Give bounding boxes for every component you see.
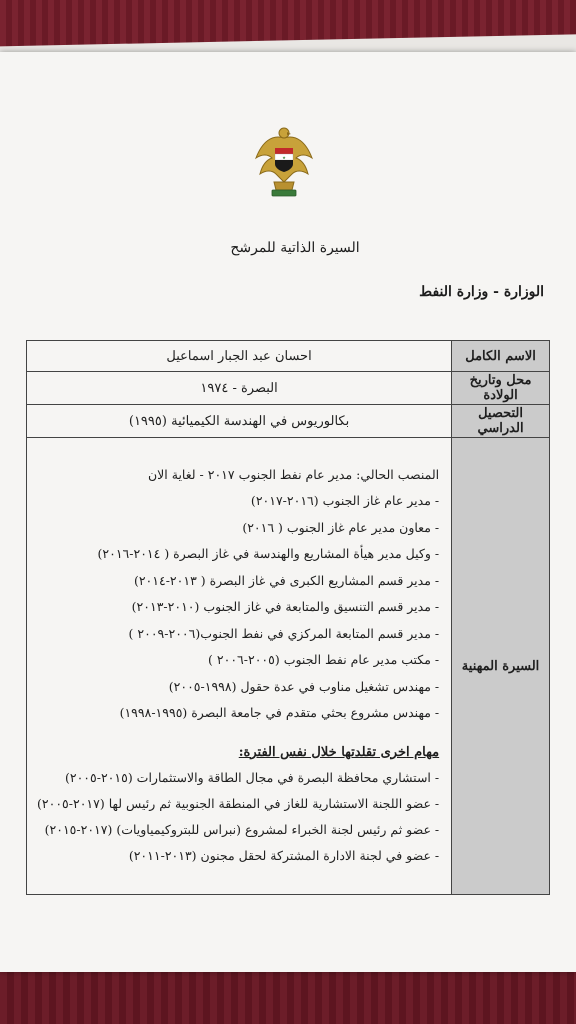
other-duty-line: - عضو في لجنة الادارة المشتركة لحقل مجنون (٢٠١٣-٢٠١١) <box>128 847 440 863</box>
career-line: - مكتب مدير عام نفط الجنوب (٢٠٠٥-٢٠٠٦ ) <box>208 652 440 667</box>
table-row <box>27 372 550 405</box>
birth-label: محل وتاريخ الولادة <box>452 372 550 405</box>
career-line: - مدير عام غاز الجنوب (٢٠١٦-٢٠١٧) <box>250 493 440 508</box>
cv-document-page <box>0 52 576 972</box>
career-line: - مدير قسم المتابعة المركزي في نفط الجنوب(٢٠٠٦-٢٠٠٩ ) <box>128 625 440 641</box>
table-row <box>27 405 550 438</box>
career-line: - معاون مدير عام غاز الجنوب ( ٢٠١٦) <box>242 519 440 535</box>
other-duty-line: - استشاري محافظة البصرة في مجال الطاقة والاستثمارات (٢٠١٥-٢٠٠٥) <box>64 769 440 785</box>
svg-text:★: ★ <box>282 155 286 160</box>
iraq-eagle-emblem-icon <box>252 124 316 202</box>
cv-table <box>26 340 550 895</box>
other-duty-line: - عضو اللجنة الاستشارية للغاز في المنطقة الجنوبية ثم رئيس لها (٢٠١٧-٢٠٠٥) <box>37 795 440 811</box>
full-name-value: احسان عبد الجبار اسماعيل <box>27 341 452 372</box>
career-line: - مدير قسم المشاريع الكبرى في غاز البصرة ( ٢٠١٣-٢٠١٤) <box>133 572 440 588</box>
career-line: - وكيل مدير هيأة المشاريع والهندسة في غاز البصرة ( ٢٠١٤-٢٠١٦) <box>97 546 440 561</box>
document-title: السيرة الذاتية للمرشح <box>230 240 360 256</box>
full-name-label: الاسم الكامل <box>452 341 550 372</box>
career-line: - مهندس تشغيل مناوب في عدة حقول (١٩٩٨-٢٠٠٥) <box>168 678 440 694</box>
education-label: التحصيل الدراسي <box>452 405 550 438</box>
education-value: بكالوريوس في الهندسة الكيميائية (١٩٩٥) <box>27 405 452 438</box>
table-row <box>27 438 550 895</box>
other-duties-heading: مهام اخرى تقلدتها خلال نفس الفترة: <box>238 744 440 760</box>
other-duty-line: - عضو ثم رئيس لجنة الخبراء لمشروع (نبراس للبتروكيمياويات) (٢٠١٧-٢٠١٥) <box>44 821 440 837</box>
career-line: المنصب الحالي: مدير عام نفط الجنوب ٢٠١٧ - لغاية الان <box>147 466 440 482</box>
career-line: - مهندس مشروع بحثي متقدم في جامعة البصرة (١٩٩٥-١٩٩٨) <box>119 705 440 720</box>
career-label: السيرة المهنية <box>452 438 550 895</box>
ministry-heading: الوزارة - وزارة النفط <box>419 284 544 300</box>
table-row <box>27 341 550 372</box>
birth-value: البصرة - ١٩٧٤ <box>27 372 452 405</box>
career-cell <box>27 438 452 895</box>
career-line: - مدير قسم التنسيق والمتابعة في غاز الجنوب (٢٠١٠-٢٠١٣) <box>131 599 440 614</box>
